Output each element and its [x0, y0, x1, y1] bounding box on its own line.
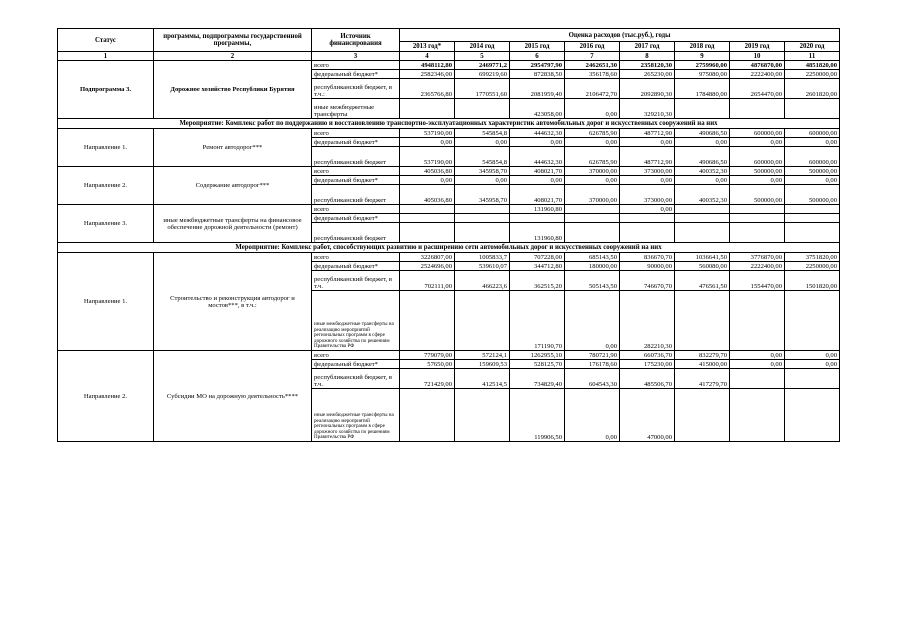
row-program-name: Содержание автодорог***	[154, 167, 312, 205]
value-cell	[455, 389, 510, 442]
value-cell: 362515,20	[510, 271, 565, 291]
value-cell	[730, 214, 785, 223]
value-cell: 2524696,00	[400, 262, 455, 271]
value-cell: 0,00	[675, 176, 730, 185]
table-row	[58, 253, 840, 262]
value-cell: 4876870,00	[730, 61, 785, 70]
value-cell	[455, 291, 510, 351]
measure-title: Мероприятие: Комплекс работ по поддержанию и восстановлению транспортно-эксплуатационных характеристик автомобильных дорог и искусственных сооружений на них	[58, 119, 840, 129]
value-cell	[785, 291, 840, 351]
value-cell: 476561,50	[675, 271, 730, 291]
table-row	[58, 205, 840, 214]
value-cell: 0,00	[785, 138, 840, 147]
row-status: Направление 1.	[58, 129, 154, 167]
value-cell: 1770551,60	[455, 79, 510, 99]
value-cell	[730, 223, 785, 243]
value-cell: 2222400,00	[730, 70, 785, 79]
column-number: 2	[154, 52, 312, 61]
value-cell: 0,00	[785, 351, 840, 360]
value-cell	[730, 291, 785, 351]
measure-title: Мероприятие: Комплекс работ, способствующих развитию и расширению сети автомобильных дорог и искусственных сооружений на них	[58, 243, 840, 253]
value-cell: 626785,90	[565, 129, 620, 138]
value-cell: 176178,60	[565, 360, 620, 369]
value-cell: 1262955,10	[510, 351, 565, 360]
value-cell: 487712,90	[620, 129, 675, 138]
budget-table	[57, 28, 840, 442]
status-header: Статус	[58, 29, 154, 52]
year-header: 2019 год	[730, 42, 785, 52]
value-cell: 572124,1	[455, 351, 510, 360]
value-cell: 0,00	[400, 138, 455, 147]
value-cell: 400352,30	[675, 185, 730, 205]
value-cell: 2250000,00	[785, 70, 840, 79]
value-cell	[675, 214, 730, 223]
value-cell	[565, 205, 620, 214]
row-status: Направление 1.	[58, 253, 154, 351]
column-number: 11	[785, 52, 840, 61]
value-cell	[400, 99, 455, 119]
value-cell: 505143,50	[565, 271, 620, 291]
value-cell	[785, 205, 840, 214]
value-cell: 356178,60	[565, 70, 620, 79]
row-source: федеральный бюджет*	[312, 70, 400, 79]
measure-row	[58, 119, 840, 129]
value-cell: 0,00	[565, 138, 620, 147]
value-cell: 444632,30	[510, 129, 565, 138]
row-source: федеральный бюджет*	[312, 176, 400, 185]
value-cell: 131960,80	[510, 223, 565, 243]
value-cell: 344712,80	[510, 262, 565, 271]
measure-row	[58, 243, 840, 253]
value-cell: 528125,70	[510, 360, 565, 369]
value-cell: 779079,00	[400, 351, 455, 360]
value-cell: 721429,00	[400, 369, 455, 389]
value-cell: 0,00	[675, 138, 730, 147]
value-cell: 0,00	[400, 176, 455, 185]
value-cell: 490686,50	[675, 147, 730, 167]
value-cell: 1554470,00	[730, 271, 785, 291]
value-cell: 415000,00	[675, 360, 730, 369]
row-source: всего	[312, 61, 400, 70]
value-cell: 660736,70	[620, 351, 675, 360]
value-cell: 466223,6	[455, 271, 510, 291]
value-cell	[730, 99, 785, 119]
value-cell	[620, 214, 675, 223]
value-cell: 0,00	[620, 176, 675, 185]
value-cell: 405036,80	[400, 185, 455, 205]
row-program-name: Ремонт автодорог***	[154, 129, 312, 167]
value-cell: 1784880,00	[675, 79, 730, 99]
value-cell	[785, 99, 840, 119]
value-cell: 600000,00	[730, 147, 785, 167]
value-cell: 412514,5	[455, 369, 510, 389]
value-cell: 539610,07	[455, 262, 510, 271]
value-cell	[620, 223, 675, 243]
value-cell	[785, 389, 840, 442]
value-cell: 2759960,00	[675, 61, 730, 70]
row-source: всего	[312, 129, 400, 138]
column-number: 3	[312, 52, 400, 61]
value-cell: 0,00	[565, 99, 620, 119]
value-cell: 171190,70	[510, 291, 565, 351]
column-number: 10	[730, 52, 785, 61]
value-cell: 0,00	[730, 351, 785, 360]
row-source: федеральный бюджет*	[312, 138, 400, 147]
value-cell: 0,00	[730, 138, 785, 147]
value-cell: 2582346,00	[400, 70, 455, 79]
value-cell: 0,00	[565, 176, 620, 185]
row-status: Направление 3.	[58, 205, 154, 243]
value-cell	[400, 205, 455, 214]
value-cell: 734829,40	[510, 369, 565, 389]
row-source: республиканский бюджет, в т.ч.:	[312, 79, 400, 99]
source-header: Источник финансирования	[312, 29, 400, 52]
value-cell: 159609,53	[455, 360, 510, 369]
row-source: республиканский бюджет	[312, 223, 400, 243]
value-cell: 707228,00	[510, 253, 565, 262]
value-cell: 3751820,00	[785, 253, 840, 262]
value-cell: 545854,8	[455, 129, 510, 138]
value-cell: 560080,00	[675, 262, 730, 271]
year-header: 2017 год	[620, 42, 675, 52]
value-cell: 417279,70	[675, 369, 730, 389]
value-cell	[455, 223, 510, 243]
value-cell: 408021,70	[510, 167, 565, 176]
value-cell: 373000,00	[620, 185, 675, 205]
value-cell: 832279,70	[675, 351, 730, 360]
value-cell: 0,00	[510, 138, 565, 147]
value-cell: 405036,80	[400, 167, 455, 176]
value-cell: 500000,00	[785, 167, 840, 176]
year-header: 2013 год*	[400, 42, 455, 52]
value-cell: 0,00	[730, 360, 785, 369]
value-cell: 4948112,80	[400, 61, 455, 70]
value-cell	[675, 205, 730, 214]
table-row	[58, 351, 840, 360]
column-number: 6	[510, 52, 565, 61]
value-cell: 2358120,30	[620, 61, 675, 70]
column-number: 5	[455, 52, 510, 61]
value-cell	[455, 214, 510, 223]
value-cell: 370000,00	[565, 167, 620, 176]
value-cell: 487712,90	[620, 147, 675, 167]
value-cell	[455, 205, 510, 214]
value-cell: 345958,70	[455, 167, 510, 176]
value-cell: 2469771,2	[455, 61, 510, 70]
value-cell: 2106472,70	[565, 79, 620, 99]
value-cell: 537190,00	[400, 129, 455, 138]
value-cell: 626785,90	[565, 147, 620, 167]
value-cell: 975080,00	[675, 70, 730, 79]
value-cell	[455, 99, 510, 119]
row-program-name: Дорожное хозяйство Республики Бурятия	[154, 61, 312, 119]
value-cell: 329210,30	[620, 99, 675, 119]
value-cell: 836670,70	[620, 253, 675, 262]
value-cell: 500000,00	[730, 167, 785, 176]
value-cell	[785, 223, 840, 243]
row-source: иные межбюджетные трансферты на реализацию мероприятий региональных программ в сфере дорожного хозяйства по решениям Правительства РФ	[312, 389, 400, 442]
value-cell: 2601820,00	[785, 79, 840, 99]
row-source: всего	[312, 253, 400, 262]
value-cell: 2250000,00	[785, 262, 840, 271]
value-cell: 500000,00	[785, 185, 840, 205]
year-header: 2018 год	[675, 42, 730, 52]
value-cell: 282210,30	[620, 291, 675, 351]
value-cell: 0,00	[565, 291, 620, 351]
budget-table-page	[57, 28, 840, 442]
value-cell	[730, 205, 785, 214]
year-header: 2020 год	[785, 42, 840, 52]
value-cell: 2654470,00	[730, 79, 785, 99]
value-cell: 400352,30	[675, 167, 730, 176]
value-cell: 0,00	[785, 176, 840, 185]
row-source: всего	[312, 167, 400, 176]
value-cell: 0,00	[455, 138, 510, 147]
value-cell	[565, 214, 620, 223]
value-cell: 180000,00	[565, 262, 620, 271]
value-cell: 746670,70	[620, 271, 675, 291]
value-cell: 2365766,80	[400, 79, 455, 99]
value-cell: 0,00	[620, 205, 675, 214]
row-source: республиканский бюджет	[312, 147, 400, 167]
table-row	[58, 61, 840, 70]
value-cell: 0,00	[620, 138, 675, 147]
value-cell	[785, 369, 840, 389]
row-source: иные межбюджетные трансферты	[312, 99, 400, 119]
row-source: всего	[312, 205, 400, 214]
row-source: федеральный бюджет*	[312, 360, 400, 369]
value-cell: 0,00	[455, 176, 510, 185]
value-cell: 3776870,00	[730, 253, 785, 262]
value-cell: 780721,90	[565, 351, 620, 360]
estimate-header: Оценка расходов (тыс.руб.), годы	[400, 29, 840, 42]
value-cell	[675, 223, 730, 243]
row-program-name: Субсидии МО на дорожную деятельность****	[154, 351, 312, 442]
row-program-name: иные межбюджетные трансферты на финансовое обеспечение дорожной деятельности (ремонт)	[154, 205, 312, 243]
column-number: 4	[400, 52, 455, 61]
value-cell: 604543,30	[565, 369, 620, 389]
value-cell: 2462651,30	[565, 61, 620, 70]
value-cell	[675, 389, 730, 442]
value-cell: 90000,00	[620, 262, 675, 271]
value-cell	[675, 99, 730, 119]
value-cell: 265230,00	[620, 70, 675, 79]
row-program-name: Строительство и реконструкция автодорог и мостов***, в т.ч.:	[154, 253, 312, 351]
value-cell	[675, 291, 730, 351]
value-cell: 1005833,7	[455, 253, 510, 262]
year-header: 2015 год	[510, 42, 565, 52]
value-cell: 485506,70	[620, 369, 675, 389]
value-cell	[400, 214, 455, 223]
row-source: республиканский бюджет, в т.ч.	[312, 369, 400, 389]
value-cell: 600000,00	[785, 147, 840, 167]
table-row	[58, 129, 840, 138]
value-cell	[730, 369, 785, 389]
value-cell: 2081959,40	[510, 79, 565, 99]
row-source: иные межбюджетные трансферты на реализацию мероприятий региональных программ в сфере дорожного хозяйства по решениям Правительства РФ	[312, 291, 400, 351]
value-cell: 1036641,50	[675, 253, 730, 262]
column-number: 9	[675, 52, 730, 61]
value-cell	[400, 223, 455, 243]
value-cell: 2222400,00	[730, 262, 785, 271]
value-cell: 370000,00	[565, 185, 620, 205]
column-number: 7	[565, 52, 620, 61]
value-cell	[400, 389, 455, 442]
value-cell: 444632,30	[510, 147, 565, 167]
value-cell: 0,00	[730, 176, 785, 185]
value-cell: 0,00	[785, 360, 840, 369]
row-source: федеральный бюджет*	[312, 214, 400, 223]
value-cell: 600000,00	[785, 129, 840, 138]
row-status: Направление 2.	[58, 351, 154, 442]
value-cell: 702111,00	[400, 271, 455, 291]
row-status: Подпрограмма 3.	[58, 61, 154, 119]
value-cell: 131960,80	[510, 205, 565, 214]
value-cell: 2092890,30	[620, 79, 675, 99]
value-cell: 545854,8	[455, 147, 510, 167]
value-cell	[400, 291, 455, 351]
year-header: 2016 год	[565, 42, 620, 52]
value-cell	[565, 223, 620, 243]
value-cell: 500000,00	[730, 185, 785, 205]
value-cell: 872838,50	[510, 70, 565, 79]
value-cell	[730, 389, 785, 442]
value-cell: 345958,70	[455, 185, 510, 205]
row-status: Направление 2.	[58, 167, 154, 205]
value-cell: 3226807,00	[400, 253, 455, 262]
value-cell: 1501820,00	[785, 271, 840, 291]
row-source: республиканский бюджет, в т.ч.	[312, 271, 400, 291]
value-cell: 4851820,00	[785, 61, 840, 70]
value-cell: 537190,00	[400, 147, 455, 167]
value-cell: 2954797,90	[510, 61, 565, 70]
value-cell: 685143,50	[565, 253, 620, 262]
value-cell: 47000,00	[620, 389, 675, 442]
year-header: 2014 год	[455, 42, 510, 52]
value-cell: 408021,70	[510, 185, 565, 205]
value-cell: 175230,00	[620, 360, 675, 369]
row-source: республиканский бюджет	[312, 185, 400, 205]
row-source: всего	[312, 351, 400, 360]
value-cell: 699219,60	[455, 70, 510, 79]
row-source: федеральный бюджет*	[312, 262, 400, 271]
value-cell: 0,00	[565, 389, 620, 442]
value-cell: 0,00	[510, 176, 565, 185]
value-cell: 57650,00	[400, 360, 455, 369]
value-cell: 373000,00	[620, 167, 675, 176]
value-cell: 600000,00	[730, 129, 785, 138]
table-row	[58, 167, 840, 176]
value-cell: 423058,00	[510, 99, 565, 119]
column-number: 8	[620, 52, 675, 61]
program-header: программы, подпрограммы государственной программы,	[154, 29, 312, 52]
column-number: 1	[58, 52, 154, 61]
value-cell	[510, 214, 565, 223]
value-cell	[785, 214, 840, 223]
value-cell: 119906,50	[510, 389, 565, 442]
value-cell: 490686,50	[675, 129, 730, 138]
